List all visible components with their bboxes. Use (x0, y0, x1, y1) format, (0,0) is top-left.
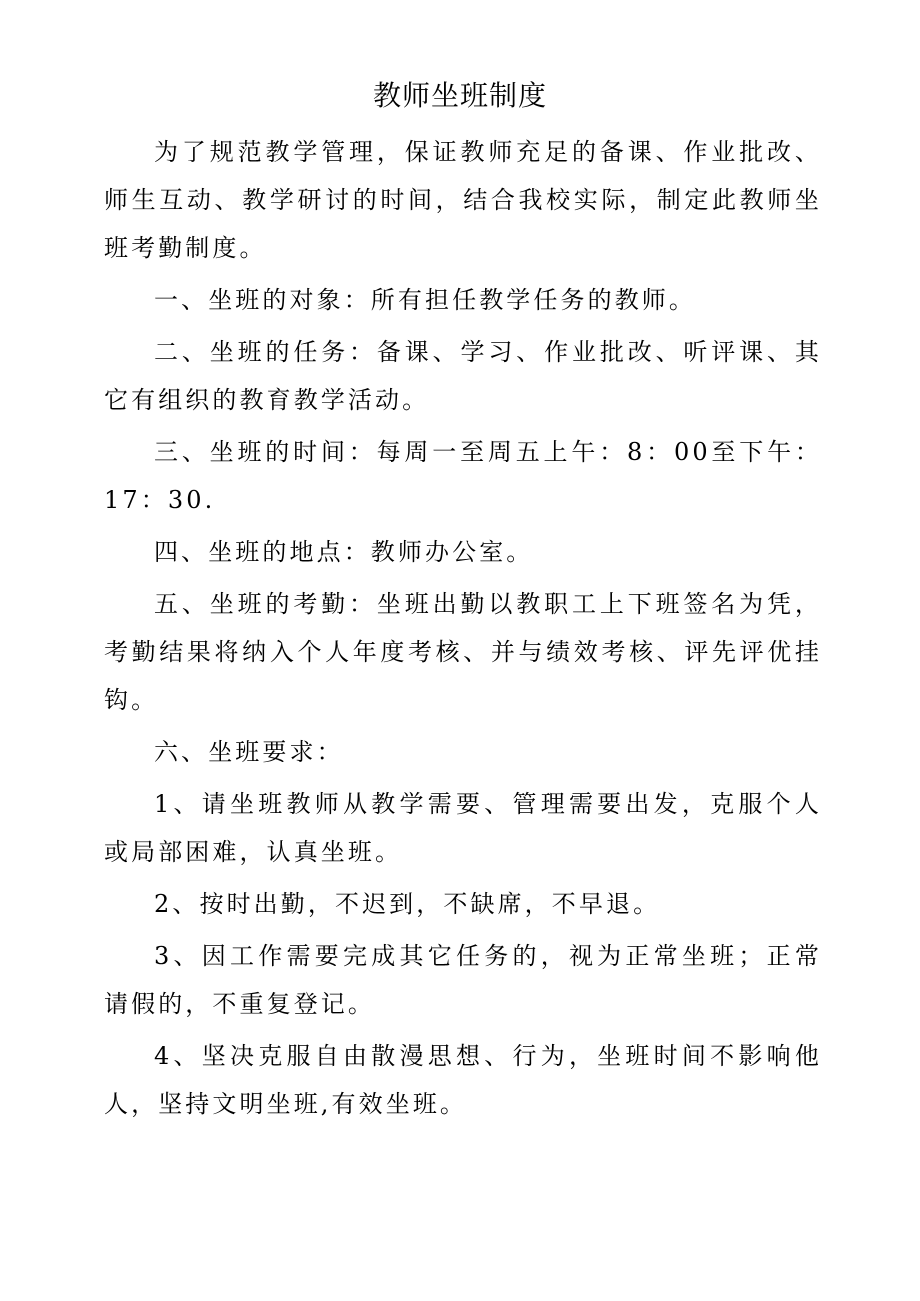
section-requirements-heading: 六、坐班要求： (154, 738, 344, 766)
requirement-item-2: 2、按时出勤，不迟到，不缺席，不早退。 (154, 890, 661, 918)
section-time-paragraph: 三、坐班的时间：每周一至周五上午：8：00至下午：17：30. (104, 438, 822, 514)
document-title: 教师坐班制度 (372, 79, 547, 112)
requirement-item-1: 1、请坐班教师从教学需要、管理需要出发，克服个人或局部困难，认真坐班。 (104, 790, 822, 866)
section-location-paragraph: 四、坐班的地点：教师办公室。 (154, 538, 534, 566)
section-attendance-paragraph: 五、坐班的考勤：坐班出勤以教职工上下班签名为凭，考勤结果将纳入个人年度考核、并与绩效考核、评先评优挂钩。 (104, 590, 822, 714)
section-tasks-paragraph: 二、坐班的任务：备课、学习、作业批改、听评课、其它有组织的教育教学活动。 (104, 338, 822, 414)
requirement-item-3: 3、因工作需要完成其它任务的，视为正常坐班；正常请假的，不重复登记。 (104, 942, 822, 1018)
intro-paragraph: 为了规范教学管理，保证教师充足的备课、作业批改、师生互动、教学研讨的时间，结合我校实际，制定此教师坐班考勤制度。 (104, 138, 822, 262)
document-body (104, 128, 822, 1132)
section-target-paragraph: 一、坐班的对象：所有担任教学任务的教师。 (154, 286, 696, 314)
requirement-item-4: 4、坚决克服自由散漫思想、行为，坐班时间不影响他人，坚持文明坐班,有效坐班。 (104, 1042, 822, 1118)
